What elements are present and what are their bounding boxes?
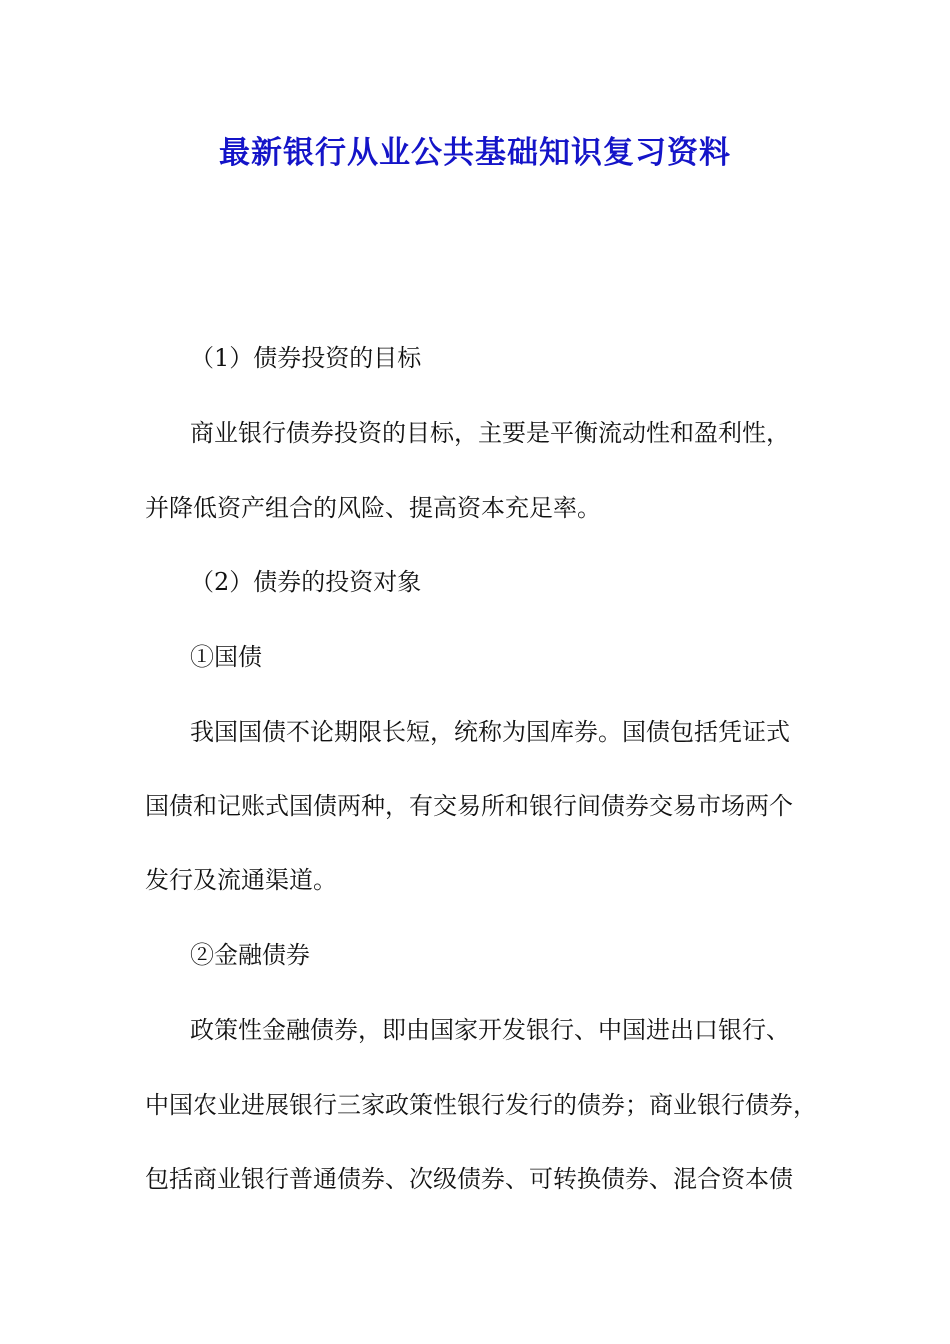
paragraph-line: 政策性金融债券，即由国家开发银行、中国进出口银行、 [190,1016,790,1044]
paragraph-line: 中国农业进展银行三家政策性银行发行的债券；商业银行债券， [145,1091,817,1119]
paragraph-line: 并降低资产组合的风险、提高资本充足率。 [145,494,601,522]
section-heading-bond-investment-targets: （2）债券的投资对象 [190,568,422,596]
document-title: 最新银行从业公共基础知识复习资料 [219,135,731,171]
subheading-financial-bonds: ②金融债券 [190,941,310,969]
subheading-treasury-bonds: ①国债 [190,643,262,671]
paragraph-line: 发行及流通渠道。 [145,866,337,894]
paragraph-line: 国债和记账式国债两种，有交易所和银行间债券交易市场两个 [145,792,793,820]
section-heading-bond-investment-goal: （1）债券投资的目标 [190,344,422,372]
paragraph-line: 我国国债不论期限长短，统称为国库券。国债包括凭证式 [190,718,790,746]
paragraph-line: 包括商业银行普通债券、次级债券、可转换债券、混合资本债 [145,1165,793,1193]
paragraph-line: 商业银行债券投资的目标，主要是平衡流动性和盈利性， [190,419,790,447]
